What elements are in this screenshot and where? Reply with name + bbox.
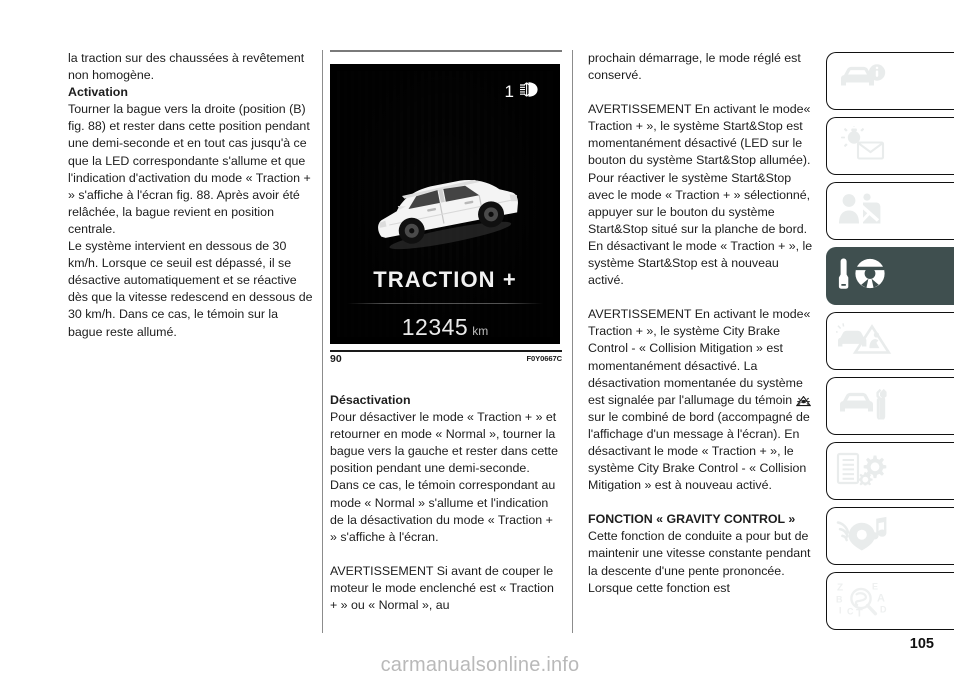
heading-activation: Activation	[68, 85, 128, 100]
drive-mode-label: TRACTION +	[373, 267, 517, 292]
right-paragraph-1: prochain démarrage, le mode réglé est conservé.	[588, 51, 801, 83]
odometer	[337, 314, 553, 341]
tab-lights-messages[interactable]	[826, 117, 954, 175]
odometer-value: 12345	[401, 314, 469, 340]
tab-multimedia[interactable]	[826, 507, 954, 565]
warning-triangle-icon	[836, 323, 892, 360]
tab-maintenance[interactable]	[826, 377, 954, 435]
tab-starting-driving[interactable]	[826, 247, 954, 305]
text-column-right	[588, 50, 816, 597]
right-paragraph-3-part2: sur le combiné de bord (accompagné de l'affichage d'un message à l'écran). En désactivant le mode « Traction + », le système City Brake Control - « Collision Mitigation » est à nouveau activé.	[588, 409, 810, 493]
tab-dashboard-info[interactable]	[826, 52, 954, 110]
tab-specifications[interactable]	[826, 442, 954, 500]
gear-indicator: 1	[504, 82, 514, 101]
column-divider-left	[322, 50, 323, 633]
right-paragraph-3	[588, 306, 816, 494]
svg-text:C: C	[847, 606, 854, 617]
city-brake-off-label: OFF	[798, 398, 808, 404]
right-spacer-1	[588, 84, 816, 101]
figure-caption-rule	[330, 350, 562, 352]
heading-desactivation: Désactivation	[330, 393, 411, 407]
svg-text:D: D	[880, 604, 887, 615]
alphabet-search-icon	[836, 581, 892, 622]
figure-code: F0Y0667C	[526, 354, 562, 363]
svg-text:E: E	[872, 581, 879, 592]
instrument-cluster-screenshot	[330, 64, 560, 344]
right-spacer-2	[588, 289, 816, 306]
city-brake-off-icon	[796, 395, 811, 409]
left-paragraph-1: la traction sur des chaussées à revêtement non homogène.	[68, 51, 305, 83]
text-column-middle	[330, 392, 560, 614]
left-paragraph-2: Tourner la bague vers la droite (position (B) fig. 88) et rester dans cette position pendant une demi-seconde et en tout cas jusqu'à ce que la LED correspondante s'allume et que l'indication d'activation du mode « Traction + » s'affiche à l'écran fig. 88. Après avoir été relâchée, la bague revient en position centrale.	[68, 102, 311, 236]
figure-caption	[330, 350, 562, 366]
middle-paragraph-2: AVERTISSEMENT Si avant de couper le moteur le mode enclenché est « Traction + » ou « Normal », au	[330, 563, 554, 613]
cluster-separator	[347, 303, 543, 304]
car-wrench-icon	[836, 388, 888, 425]
svg-text:A: A	[877, 592, 885, 605]
right-spacer-3	[588, 494, 816, 511]
svg-text:T: T	[856, 607, 863, 617]
right-paragraph-3-part1: AVERTISSEMENT En activant le mode« Traction + », le système City Brake Control - « Collision Mitigation » est momentanément désactivé. La désactivation momentanée du système est signalée par l'allumage du témoin	[588, 307, 811, 407]
figure-top-rule	[330, 50, 562, 52]
chapter-tab-rail	[826, 52, 954, 637]
middle-spacer	[330, 546, 560, 563]
seatbelt-safety-icon	[836, 192, 886, 231]
lights-message-icon	[836, 127, 888, 166]
right-paragraph-2: AVERTISSEMENT En activant le mode« Traction + », le système Start&Stop est momentanément désactivé (LED sur le bouton du système Start&Stop allumée). Pour réactiver le système Start&Stop avec le mode « Traction + » sélectionné, appuyer sur le bouton du système Start&Stop situé sur la planche de bord. En désactivant le mode « Traction + », le système Start&Stop est à nouveau activé.	[588, 102, 813, 288]
list-gears-icon	[836, 452, 888, 491]
page-number: 105	[909, 636, 934, 652]
tab-safety[interactable]	[826, 182, 954, 240]
text-column-left	[68, 50, 313, 341]
odometer-unit: km	[472, 324, 489, 338]
svg-text:Z: Z	[837, 582, 844, 594]
figure-block	[330, 50, 562, 366]
heading-gravity-control: FONCTION « GRAVITY CONTROL »	[588, 512, 796, 527]
middle-paragraph-1: Pour désactiver le mode « Traction + » et retourner en mode « Normal », tourner la bague vers la gauche et rester dans cette position pendant une demi-seconde. Dans ce cas, le témoin correspondant au mode « Normal » s'allume et l'indication de la désactivation du mode « Traction + » s'affiche à l'écran.	[330, 410, 558, 544]
svg-text:I: I	[839, 605, 842, 616]
car-on-slope-illustration	[361, 166, 529, 255]
cluster-display-area	[337, 71, 553, 340]
column-divider-right	[572, 50, 573, 633]
tab-index[interactable]	[826, 572, 954, 630]
tab-emergency[interactable]	[826, 312, 954, 370]
low-beam-icon	[519, 81, 539, 103]
music-note-icon	[836, 517, 888, 556]
car-info-icon	[836, 64, 888, 99]
watermark: carmanualsonline.info	[380, 654, 580, 676]
svg-text:B: B	[836, 594, 843, 605]
key-steering-icon	[836, 257, 892, 296]
left-paragraph-3: Le système intervient en dessous de 30 km/h. Lorsque ce seuil est dépassé, il se désactive automatiquement et se réactive dès que la vitesse redescend en dessous de 30 km/h. Dans ce cas, le témoin sur la bague reste allumé.	[68, 239, 313, 339]
right-paragraph-4: Cette fonction de conduite a pour but de maintenir une vitesse constante pendant la descente d'une pente prononcée. Lorsque cette fonction est	[588, 529, 811, 595]
cluster-top-status	[505, 81, 539, 103]
figure-number: 90	[330, 353, 342, 365]
